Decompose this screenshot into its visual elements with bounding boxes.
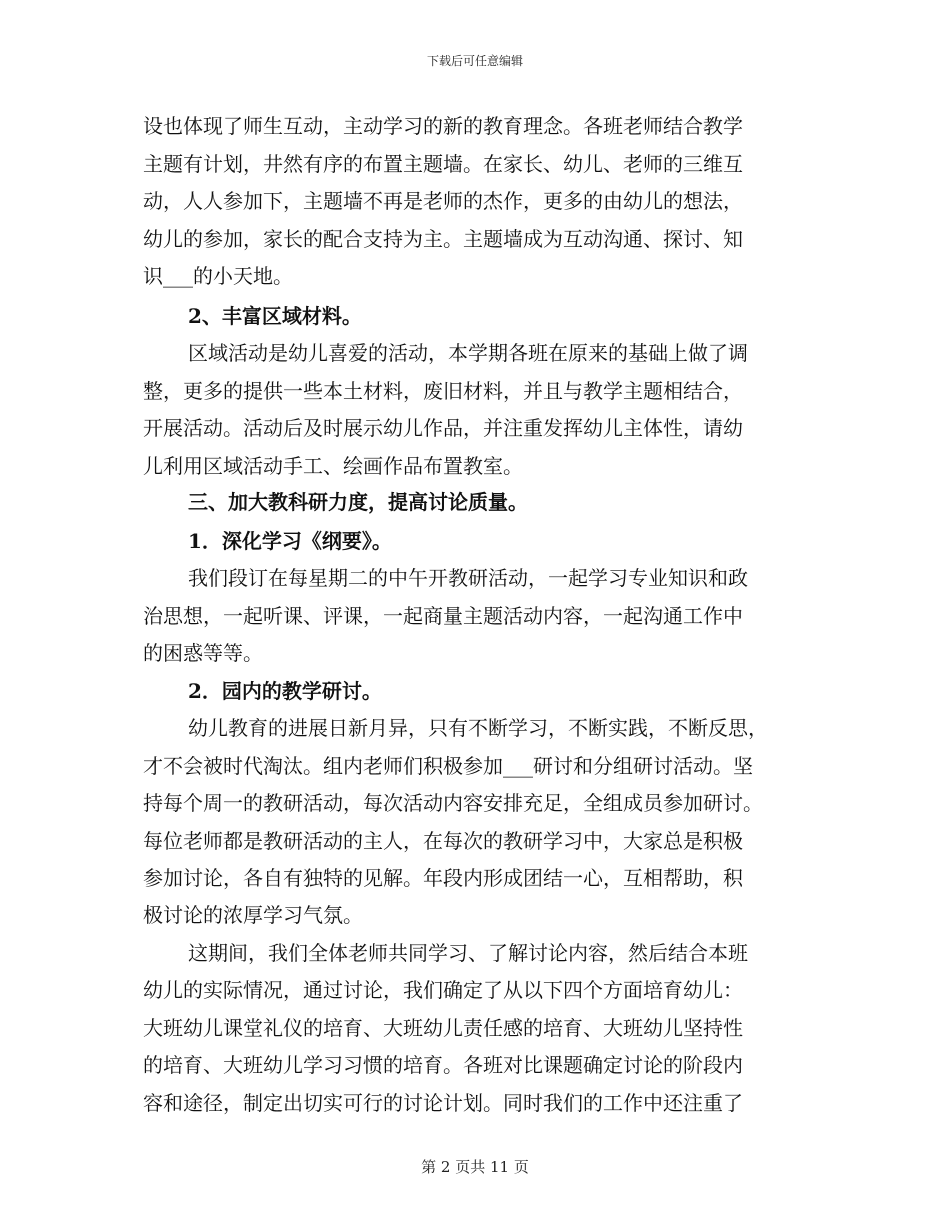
- paragraph-line: 识___的小天地。: [143, 264, 293, 288]
- page-footer: 第 2 页共 11 页: [421, 1158, 529, 1176]
- paragraph-line: 动，人人参加下，主题墙不再是老师的杰作，更多的由幼儿的想法，: [143, 189, 743, 213]
- paragraph-line: 才不会被时代淘汰。组内老师们积极参加___研讨和分组研讨活动。坚: [143, 754, 753, 778]
- paragraph-line: 设也体现了师生互动，主动学习的新的教育理念。各班老师结合教学: [143, 114, 743, 138]
- paragraph-line: 参加讨论，各自有独特的见解。年段内形成团结一心，互相帮助，积: [143, 866, 743, 890]
- section-heading: 1．深化学习《纲要》。: [188, 529, 392, 553]
- paragraph-line: 我们段订在每星期二的中午开教研活动，一起学习专业知识和政: [188, 566, 748, 590]
- paragraph-line: 整，更多的提供一些本土材料，废旧材料，并且与教学主题相结合，: [143, 379, 743, 403]
- paragraph-line: 每位老师都是教研活动的主人，在每次的教研学习中，大家总是积极: [143, 829, 743, 853]
- paragraph-line: 主题有计划，井然有序的布置主题墙。在家长、幼儿、老师的三维互: [143, 152, 743, 176]
- paragraph-line: 这期间，我们全体老师共同学习、了解讨论内容，然后结合本班: [188, 941, 748, 965]
- paragraph-line: 开展活动。活动后及时展示幼儿作品，并注重发挥幼儿主体性，请幼: [143, 416, 743, 440]
- paragraph-line: 的培育、大班幼儿学习习惯的培育。各班对比课题确定讨论的阶段内: [143, 1053, 743, 1077]
- section-heading: 2、丰富区域材料。: [188, 304, 362, 328]
- paragraph-line: 儿利用区域活动手工、绘画作品布置教室。: [143, 454, 523, 478]
- section-heading: 三、加大教科研力度，提高讨论质量。: [188, 490, 528, 514]
- paragraph-line: 的困惑等等。: [143, 641, 263, 665]
- paragraph-line: 幼儿的参加，家长的配合支持为主。主题墙成为互动沟通、探讨、知: [143, 227, 743, 251]
- paragraph-line: 幼儿的实际情况，通过讨论，我们确定了从以下四个方面培育幼儿：: [143, 978, 743, 1002]
- paragraph-line: 持每个周一的教研活动，每次活动内容安排充足，全组成员参加研讨。: [143, 791, 763, 815]
- section-heading: 2．园内的教学研讨。: [188, 679, 382, 703]
- paragraph-line: 大班幼儿课堂礼仪的培育、大班幼儿责任感的培育、大班幼儿坚持性: [143, 1016, 743, 1040]
- paragraph-line: 区域活动是幼儿喜爱的活动，本学期各班在原来的基础上做了调: [188, 341, 748, 365]
- paragraph-line: 容和途径，制定出切实可行的讨论计划。同时我们的工作中还注重了: [143, 1091, 743, 1115]
- paragraph-line: 幼儿教育的进展日新月异，只有不断学习，不断实践，不断反思，: [188, 716, 768, 740]
- page-header: 下载后可任意编辑: [426, 54, 523, 68]
- paragraph-line: 治思想，一起听课、评课，一起商量主题活动内容，一起沟通工作中: [143, 604, 743, 628]
- paragraph-line: 极讨论的浓厚学习气氛。: [143, 903, 363, 927]
